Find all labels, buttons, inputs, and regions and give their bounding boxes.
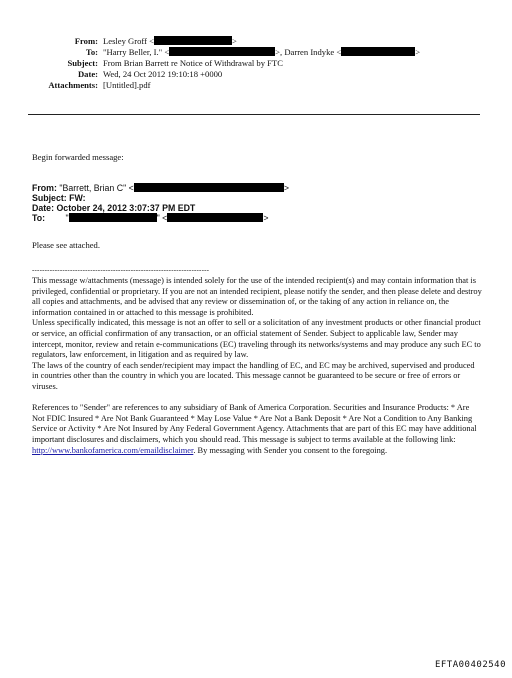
header-from-label: From: [74,36,98,46]
fwd-to-open: " [65,213,69,223]
bates-number: EFTA00402540 [434,660,506,670]
header-from-tail: > [231,36,237,46]
header-to-mid: >, Darren Indyke < [275,47,342,57]
fwd-subject-label: Subject: [32,193,67,203]
header-attachments-label: Attachments: [48,80,98,90]
redaction-bar [167,213,263,222]
disclaimer-paragraph-4 [32,403,482,456]
disclaimer-separator: ---------------------------------------------------------------------- [32,266,210,274]
fwd-from-label: From: [32,183,57,193]
redaction-bar [134,183,284,192]
disclaimer-paragraph-4-tail: . By messaging with Sender you consent to the foregoing. [193,445,388,455]
header-from-value [103,36,237,46]
fwd-body-line: Please see attached. [32,240,100,250]
fwd-date-label: Date: [32,203,54,213]
header-date-value: Wed, 24 Oct 2012 19:10:18 +0000 [103,69,223,79]
header-to-tail: > [415,47,421,57]
fwd-date-row [32,203,195,213]
disclaimer-body [32,276,482,456]
header-attachments-value[interactable]: [Untitled].pdf [103,80,151,90]
redaction-bar [341,47,415,56]
fwd-to-row [32,213,268,223]
header-to-label: To: [85,47,98,57]
header-subject-label: Subject: [67,58,98,68]
disclaimer-paragraph-2: Unless specifically indicated, this message is not an offer to sell or a solicitation of any investment products or other financial product or service, an official confirmation of any transaction, or an official statement of Sender. Subject to applicable law, Sender may intercept, monitor, review and retain e-communications (EC) traveling through its networks/systems and may produce any such EC to regulators, law enforcement, in litigation and as required by law. [32,318,481,360]
disclaimer-paragraph-3: The laws of the country of each sender/recipient may impact the handling of EC, and EC may be archived, supervised and produced in countries other than the country in which you are located. This message cannot be guaranteed to be secure or free of errors or viruses. [32,360,475,391]
header-subject-value: From Brian Barrett re Notice of Withdrawal by FTC [103,58,283,68]
fwd-to-label: To: [32,213,46,223]
header-from-name: Lesley Groff < [103,36,154,46]
forward-intro: Begin forwarded message: [32,152,124,162]
header-to-value [103,47,420,57]
disclaimer-paragraph-1: This message w/attachments (message) is intended solely for the use of the intended recipient(s) and may contain information that is privileged, confidential or proprietary. If you are not an intended recipient, please notify the sender, and then please delete and destroy all copies and attachments, and be advised that any review or dissemination of, or the taking of any action in reliance on, the information contained in or attached to this message is prohibited. [32,276,482,317]
fwd-to-tail: > [263,213,269,223]
header-date-label: Date: [77,69,98,79]
fwd-from-value: "Barrett, Brian C" < [59,183,134,193]
header-divider [28,114,480,115]
fwd-from-row [32,183,289,193]
disclaimer-link[interactable]: http://www.bankofamerica.com/emaildisclaimer [32,445,194,455]
redaction-bar [169,47,275,56]
disclaimer-paragraph-4-text: References to "Sender" are references to any subsidiary of Bank of America Corporation. Securities and Insurance Products: * Are Not FDIC Insured * Are Not Bank Guaranteed * May Lose Value * Are Not a Bank Deposit * Are Not a Condition to Any Banking Service or Activity * Are Not Insured by Any Federal Government Agency. Attachments that are part of this EC may have additional important disclosures and disclaimers, which you should read. This message is subject to terms available at the following link: [32,403,477,444]
fwd-to-mid: " < [156,213,168,223]
redaction-bar [69,213,157,222]
fwd-from-tail: > [283,183,289,193]
fwd-subject-row [32,193,86,203]
header-to-name: "Harry Beller, I." < [103,47,170,57]
fwd-subject-value: FW: [69,193,86,203]
redaction-bar [154,36,232,45]
fwd-date-value: October 24, 2012 3:07:37 PM EDT [56,203,196,213]
